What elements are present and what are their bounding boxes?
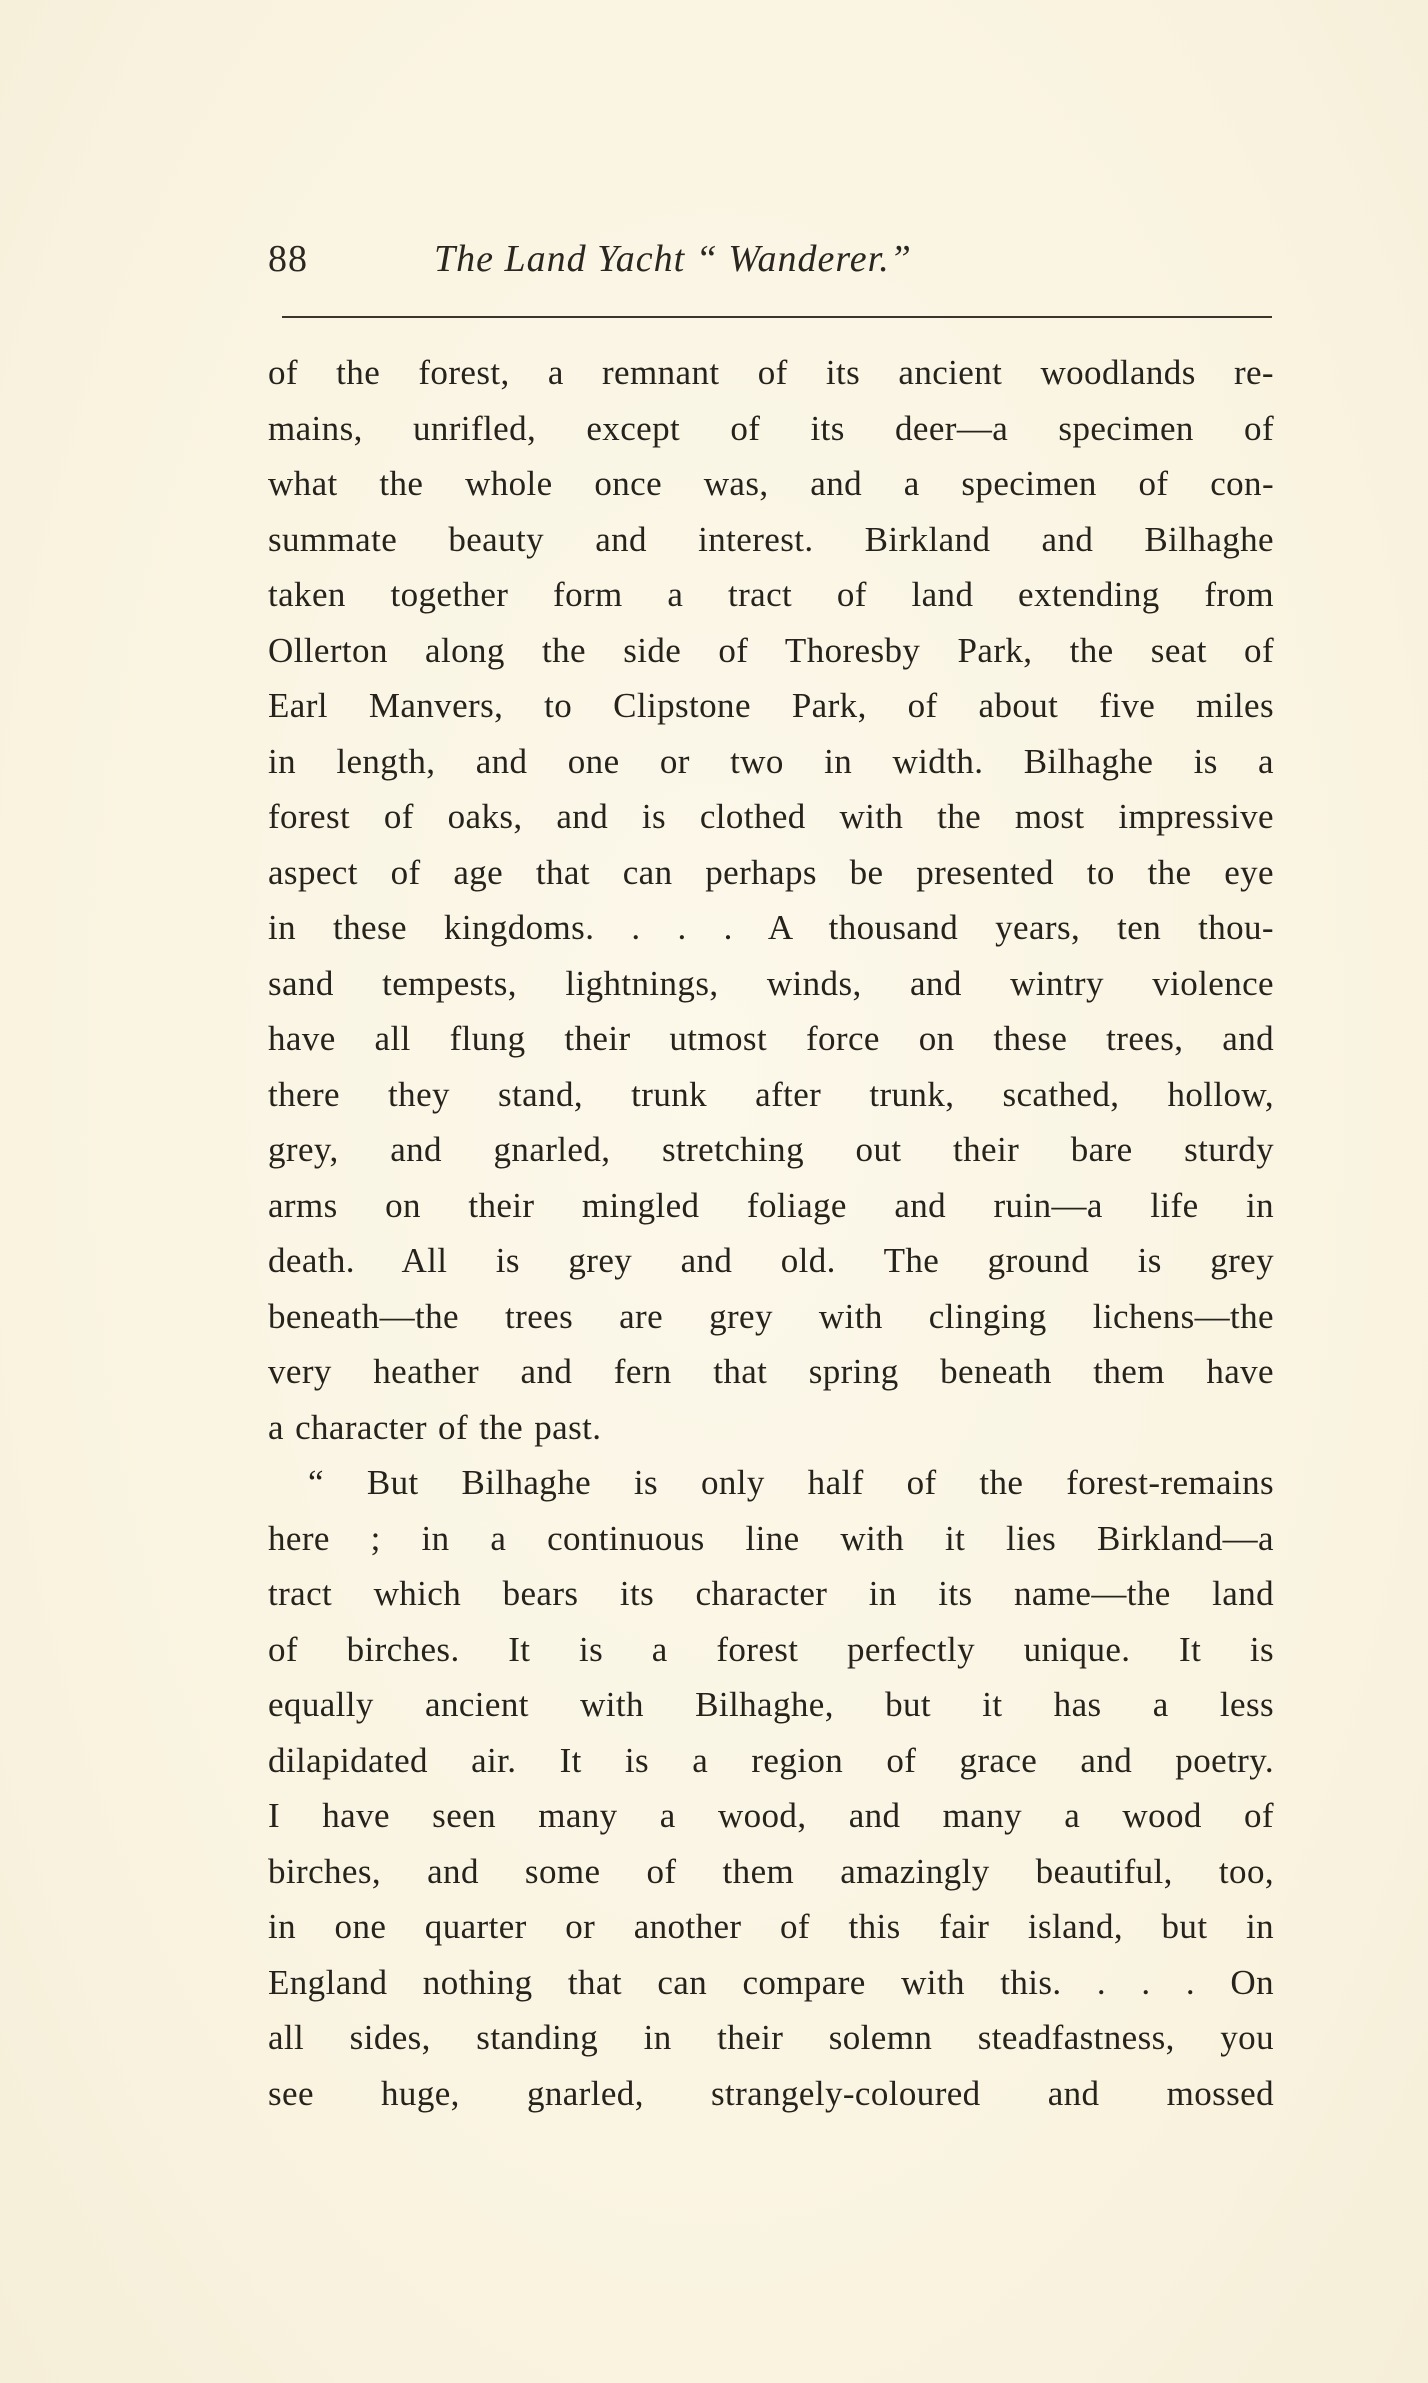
text-line: all sides, standing in their solemn steadfastness, you — [268, 2018, 1274, 2057]
text-line: Earl Manvers, to Clipstone Park, of about five miles — [268, 686, 1274, 725]
text-line: forest of oaks, and is clothed with the most impressive — [268, 797, 1274, 836]
text-line: sand tempests, lightnings, winds, and wintry violence — [268, 963, 1274, 1003]
paragraph-end-line: a character of the past. — [268, 1407, 602, 1447]
text-line: death. All is grey and old. The ground is grey — [268, 1241, 1274, 1280]
text-line: arms on their mingled foliage and ruin—a life in — [268, 1185, 1274, 1225]
text-line: tract which bears its character in its name—the land — [268, 1574, 1274, 1613]
text-line: England nothing that can compare with this. . . . On — [268, 1962, 1274, 2002]
text-line: in length, and one or two in width. Bilhaghe is a — [268, 741, 1274, 781]
text-line: I have seen many a wood, and many a wood of — [268, 1796, 1274, 1835]
page-number: 88 — [268, 238, 308, 280]
text-line: taken together form a tract of land extending from — [268, 575, 1274, 614]
body-text — [268, 345, 1274, 2121]
text-line: have all flung their utmost force on these trees, and — [268, 1019, 1274, 1058]
text-line: dilapidated air. It is a region of grace and poetry. — [268, 1740, 1274, 1780]
text-line: beneath—the trees are grey with clinging lichens—the — [268, 1296, 1274, 1336]
text-line: see huge, gnarled, strangely-coloured and mossed — [268, 2073, 1274, 2113]
text-line: of the forest, a remnant of its ancient woodlands re- — [268, 353, 1274, 392]
text-line: Ollerton along the side of Thoresby Park, the seat of — [268, 630, 1274, 670]
text-line: in one quarter or another of this fair island, but in — [268, 1907, 1274, 1946]
text-line: grey, and gnarled, stretching out their bare sturdy — [268, 1130, 1274, 1169]
text-line: there they stand, trunk after trunk, scathed, hollow, — [268, 1074, 1274, 1114]
text-line: equally ancient with Bilhaghe, but it has a less — [268, 1685, 1274, 1724]
text-line: aspect of age that can perhaps be presented to the eye — [268, 852, 1274, 892]
text-line: birches, and some of them amazingly beautiful, too, — [268, 1851, 1274, 1891]
running-title: The Land Yacht “ Wanderer.” — [434, 238, 912, 280]
text-line: in these kingdoms. . . . A thousand years, ten thou- — [268, 908, 1274, 947]
page-header — [268, 234, 1274, 284]
text-line: what the whole once was, and a specimen of con- — [268, 464, 1274, 503]
text-line: mains, unrifled, except of its deer—a specimen of — [268, 408, 1274, 448]
text-line: here ; in a continuous line with it lies Birkland—a — [268, 1518, 1274, 1558]
paragraph-start-line: “ But Bilhaghe is only half of the forest-remains — [308, 1463, 1274, 1502]
text-line: very heather and fern that spring beneath them have — [268, 1352, 1274, 1391]
header-rule — [282, 316, 1272, 318]
text-line: summate beauty and interest. Birkland and Bilhaghe — [268, 519, 1274, 559]
text-line: of birches. It is a forest perfectly unique. It is — [268, 1629, 1274, 1669]
